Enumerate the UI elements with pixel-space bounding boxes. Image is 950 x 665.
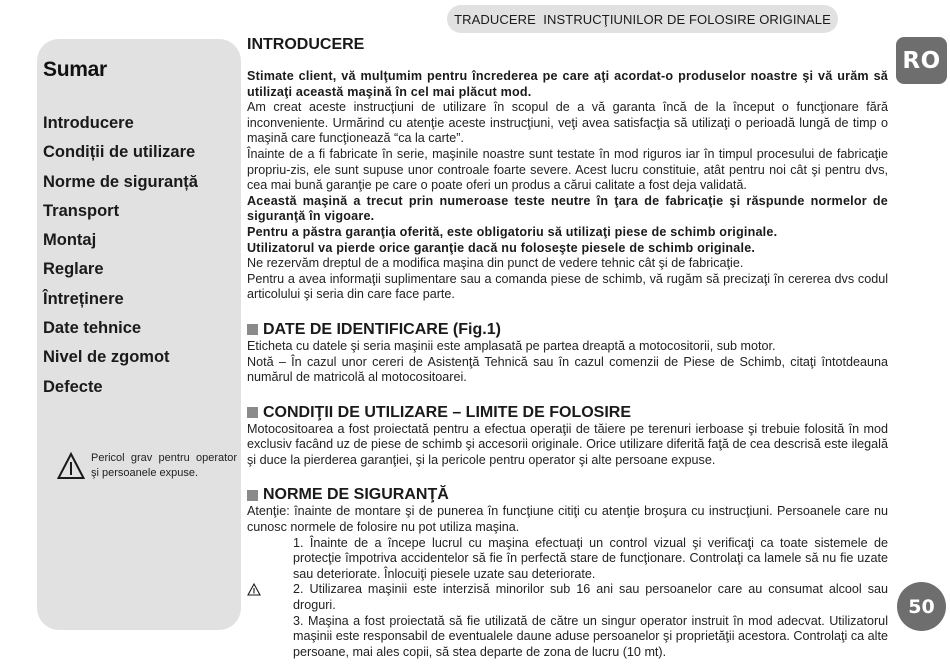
section-bullet-square xyxy=(247,324,258,335)
identification-paragraph-2: Notă – În cazul unor cereri de Asistenţă Tehnică sau în cazul comenzii de Piese de Schimb, citaţi întotdeauna numărul de matricolă al motocositoarei. xyxy=(247,354,888,385)
language-badge: RO xyxy=(896,37,947,84)
intro-bold-statement-1: Această maşină a trecut prin numeroase teste neutre în ţara de fabricaţie şi răspunde normelor de siguranţă în vigoare. xyxy=(247,193,888,224)
toc-nav xyxy=(43,112,198,405)
warning-legend xyxy=(57,451,237,481)
section-heading-date-identificare: DATE DE IDENTIFICARE (Fig.1) xyxy=(263,320,501,338)
main-content xyxy=(247,35,888,660)
toc-item-reglare[interactable]: Reglare xyxy=(43,260,104,279)
section-date-identificare xyxy=(247,321,888,386)
toc-item-montaj[interactable]: Montaj xyxy=(43,231,97,250)
intro-bold-statement-2: Pentru a păstra garanţia oferită, este obligatoriu să utilizaţi piese de schimb originale. xyxy=(247,224,778,239)
intro-paragraph-1: Am creat aceste instrucţiuni de utilizare în scopul de a vă garanta încă de la început o funcţionare fără inconveniente. Urmărind cu atenţie aceste instrucţiuni, veţi avea satisfacţia să utilizaţi o perioadă lungă de timp o maşină care funcţionează “ca la carte”. xyxy=(247,100,888,146)
intro-paragraph-2: Înainte de a fi fabricate în serie, maşinile noastre sunt testate în mod riguros iar în timpul procesului de fabricaţie propriu-zis, ele sunt supuse unor controale foarte severe. Acest lucru constituie, atât pentru noi cât şi pentru dvs, cea mai bună garanţie pe care o poate oferi un produs a cărui calitate a fost deja validată. xyxy=(247,146,888,193)
section-bullet-square xyxy=(247,407,258,418)
page-number-badge: 50 xyxy=(897,582,946,631)
toc-item-introducere[interactable]: Introducere xyxy=(43,114,134,132)
safety-rule-text: 2. Utilizarea maşinii este interzisă minorilor sub 16 ani sau persoanelor care au consumat alcool sau droguri. xyxy=(293,582,888,613)
toc-item-transport[interactable]: Transport xyxy=(43,201,120,220)
warning-triangle-icon xyxy=(57,452,85,480)
warning-legend-text: Pericol grav pentru operator şi persoanele expuse. xyxy=(91,452,237,479)
sidebar-title: Sumar xyxy=(43,58,107,81)
safety-intro-paragraph: Atenţie: înainte de montare şi de punerea în funcţiune citiţi cu atenţie broşura cu instrucţiuni. Persoanele care nu cunosc normele de folosire nu pot utiliza maşina. xyxy=(247,504,888,535)
safety-rule-item: 3. Maşina a fost proiectată să fie utilizată de către un singur operator instruit în mod adecvat. Utilizatorul maşinii este responsabil de eventualele daune aduse persoanelor şi proprietăţii acestora. Controlaţi ca alte persoane, mai ales copii, să stea departe de zona de lucru (10 mt). xyxy=(293,613,888,659)
intro-bold-statement-3: Utilizatorul va pierde orice garanţie dacă nu foloseşte piesele de schimb originale. xyxy=(247,240,756,255)
safety-rule-item-with-warning xyxy=(293,582,888,613)
greeting-paragraph: Stimate client, vă mulţumim pentru încrederea pe care aţi acordat-o produselor noastre şi vă urăm să utilizaţi această maşină în cel mai plăcut mod. xyxy=(247,69,888,99)
toc-item-defecte[interactable]: Defecte xyxy=(43,377,103,396)
section-norme-siguranta xyxy=(247,486,888,660)
table-of-contents-sidebar xyxy=(37,39,241,630)
intro-paragraph-3: Ne rezervăm dreptul de a modifica maşina din punct de vedere tehnic cât şi de fabricaţie. xyxy=(247,256,744,271)
identification-paragraph-1: Eticheta cu datele şi seria maşinii este amplasată pe partea dreaptă a motocositorii, sub motor. xyxy=(247,338,776,353)
section-bullet-square xyxy=(247,490,258,501)
section-conditii-utilizare xyxy=(247,404,888,469)
safety-rule-item: 1. Înainte de a începe lucrul cu maşina efectuaţi un control vizual şi verificaţi ca toate sistemele de protecţie împotriva accidentelor să fie în perfectă stare de funcţionare. Controlaţi ca lamele să nu fie uzate sau deteriorate. Înlocuiţi piesele uzate sau deteriorate. xyxy=(293,535,888,581)
intro-paragraph-4: Pentru a avea informaţii suplimentare sau a comanda piese de schimb, vă rugăm să precizaţi în cererea dvs codul articolului şi seria din care face parte. xyxy=(247,271,888,302)
toc-item-norme-de-siguranta[interactable]: Norme de siguranță xyxy=(43,172,198,191)
section-heading-conditii: CONDIŢII DE UTILIZARE – LIMITE DE FOLOSIRE xyxy=(263,403,632,421)
toc-item-intretinere[interactable]: Întreținere xyxy=(43,289,124,308)
usage-conditions-paragraph: Motocositoarea a fost proiectată pentru a efectua operaţii de tăiere pe terenuri ierboase şi trebuie folosită în mod exclusiv facând uz de piese de schimb şi accesorii originale. Orice utilizare diferită faţă de cea descrisă este ilegală şi duce la pierderea garanţiei, şi la pericole pentru operator şi alte persoane expuse. xyxy=(247,421,888,467)
section-introducere xyxy=(247,35,888,303)
safety-rules-list xyxy=(247,536,888,661)
section-heading-norme: NORME DE SIGURANŢĂ xyxy=(263,486,449,504)
toc-item-nivel-de-zgomot[interactable]: Nivel de zgomot xyxy=(43,348,170,367)
toc-item-conditii-de-utilizare[interactable]: Condiții de utilizare xyxy=(43,143,196,162)
warning-triangle-icon xyxy=(247,583,261,596)
toc-item-date-tehnice[interactable]: Date tehnice xyxy=(43,319,142,338)
section-heading-introducere: INTRODUCERE xyxy=(247,36,365,53)
document-title-banner: TRADUCERE INSTRUCŢIUNILOR DE FOLOSIRE ORIGINALE xyxy=(447,5,838,33)
